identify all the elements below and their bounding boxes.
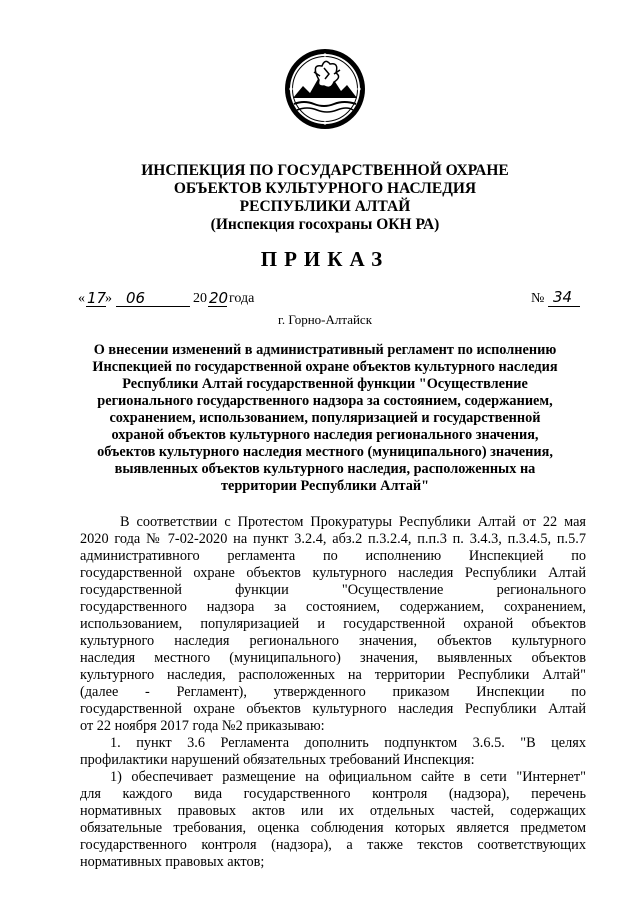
body-line: государственной охране объектов культурного наследия Республики Алтай (80, 565, 586, 581)
date-year-suffix: 20 (209, 289, 229, 307)
body-line: культурного наследия, расположенных на территории Республики Алтай" (80, 667, 586, 683)
organization-header (80, 162, 570, 234)
body-line: 1) обеспечивает размещение на официальном сайте в сети "Интернет" (110, 769, 586, 785)
org-line: ИНСПЕКЦИЯ ПО ГОСУДАРСТВЕННОЙ ОХРАНЕ (141, 162, 509, 179)
subject-line: охраной объектов культурного наследия регионального значения, (111, 427, 539, 443)
body-line: (далее - Регламент), утвержденного приказом Инспекции по (80, 684, 586, 700)
body-line: государственной функции "Осуществление регионального (80, 582, 586, 598)
body-line: нормативных правовых актов; (80, 854, 265, 870)
body-line: культурного наследия регионального значения, объектов культурного (80, 633, 586, 649)
body-line: 1. пункт 3.6 Регламента дополнить подпунктом 3.6.5. "В целях (110, 735, 586, 751)
body-line: использованием, популяризацией и государственной охраной объектов (80, 616, 586, 632)
org-short-name: (Инспекция госохраны ОКН РА) (210, 216, 440, 233)
body-line: для каждого вида государственного контроля (надзора), перечень (80, 786, 586, 802)
city-name: г. Горно-Алтайск (277, 312, 373, 327)
body-line: государственной охране объектов культурного наследия Республики Алтай (80, 701, 586, 717)
date-month-underline (116, 306, 190, 307)
body-line: от 22 ноября 2017 года №2 приказываю: (80, 718, 325, 734)
subject-line: О внесении изменений в административный регламент по исполнению (93, 342, 557, 358)
body-line: государственного надзора за состоянием, содержанием, сохранением, (80, 599, 586, 615)
org-line: РЕСПУБЛИКИ АЛТАЙ (239, 198, 411, 215)
date-open-quote: « (78, 291, 85, 306)
order-subject (80, 342, 570, 495)
date-year-prefix: 20 (193, 291, 207, 306)
org-line: ОБЪЕКТОВ КУЛЬТУРНОГО НАСЛЕДИЯ (173, 180, 477, 197)
date-day: 17 (87, 289, 107, 307)
body-line: В соответствии с Протестом Прокуратуры Республики Алтай от 22 мая (120, 514, 586, 530)
body-line: государственного контроля (надзора), а также текстов соответствующих (80, 837, 586, 853)
order-body (80, 514, 586, 871)
subject-line: территории Республики Алтай" (220, 478, 430, 494)
date-year-word: года (229, 291, 255, 306)
subject-line: Инспекцией по государственной охране объектов культурного наследия (92, 359, 558, 375)
subject-line: сохранением, использованием, популяризацией и государственной (109, 410, 541, 426)
republic-emblem-icon (284, 46, 366, 132)
body-line: профилактики нарушений обязательных требований Инспекция: (80, 752, 475, 768)
date-month: 06 (126, 289, 146, 307)
number-label: № (531, 291, 545, 306)
subject-line: выявленных объектов культурного наследия, расположенных на (114, 461, 536, 477)
date-close-quote: » (105, 291, 112, 306)
number-underline (548, 306, 580, 307)
body-line: наследия местного (муниципального) значения, выявленных объектов (80, 650, 586, 666)
date-year-underline (208, 306, 227, 307)
body-line: обязательные требования, оценка соблюдения которых является предметом (80, 820, 586, 836)
document-type-title: ПРИКАЗ (260, 247, 390, 271)
document-number: 34 (553, 288, 573, 306)
subject-line: объектов культурного наследия местного (муниципального) значения, (97, 444, 553, 460)
date-number-row (78, 289, 588, 311)
subject-line: регионального государственного надзора за состоянием, содержанием, (97, 393, 553, 409)
date-day-underline (86, 306, 106, 307)
body-line: 2020 года № 7-02-2020 на пункт 3.2.4, абз.2 п.3.2.4, п.п.3 п. 3.4.3, п.3.4.5, п.5.7 (80, 531, 586, 547)
subject-line: Республики Алтай государственной функции "Осуществление (122, 376, 528, 392)
body-line: административного регламента по исполнению Инспекцией по (80, 548, 586, 564)
body-line: нормативных правовых актов или их отдельных частей, содержащих (80, 803, 586, 819)
